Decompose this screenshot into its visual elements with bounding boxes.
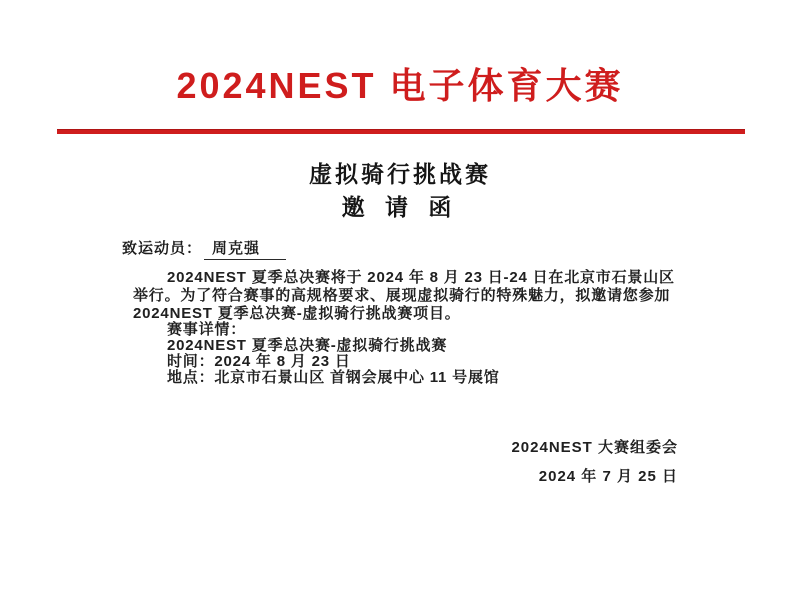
signature-date: 2024 年 7 月 25 日 (538, 468, 678, 485)
signature-organizer: 2024NEST 大赛组委会 (511, 439, 678, 456)
details-time-line: 时间：2024 年 8 月 23 日 (167, 353, 351, 370)
paragraph-line-1: 2024NEST 夏季总决赛将于 2024 年 8 月 23 日-24 日在北京市石景山区 (167, 269, 675, 286)
event-name-heading: 虚拟骑行挑战赛 (309, 161, 491, 187)
details-heading: 赛事详情： (167, 321, 247, 338)
letter-type-heading: 邀 请 函 (341, 194, 459, 220)
addressee-line (122, 240, 286, 260)
document-title: 2024NEST 电子体育大赛 (176, 65, 624, 106)
details-location-line: 地点：北京市石景山区 首钢会展中心 11 号展馆 (167, 369, 500, 386)
paragraph-line-2: 举行。为了符合赛事的高规格要求、展现虚拟骑行的特殊魅力，拟邀请您参加 (133, 287, 671, 304)
title-divider-line (57, 129, 745, 134)
addressee-label: 致运动员： (122, 240, 203, 257)
details-event-line: 2024NEST 夏季总决赛-虚拟骑行挑战赛 (167, 337, 448, 354)
addressee-name: 周克强 (204, 240, 286, 260)
paragraph-line-3: 2024NEST 夏季总决赛-虚拟骑行挑战赛项目。 (133, 305, 461, 322)
